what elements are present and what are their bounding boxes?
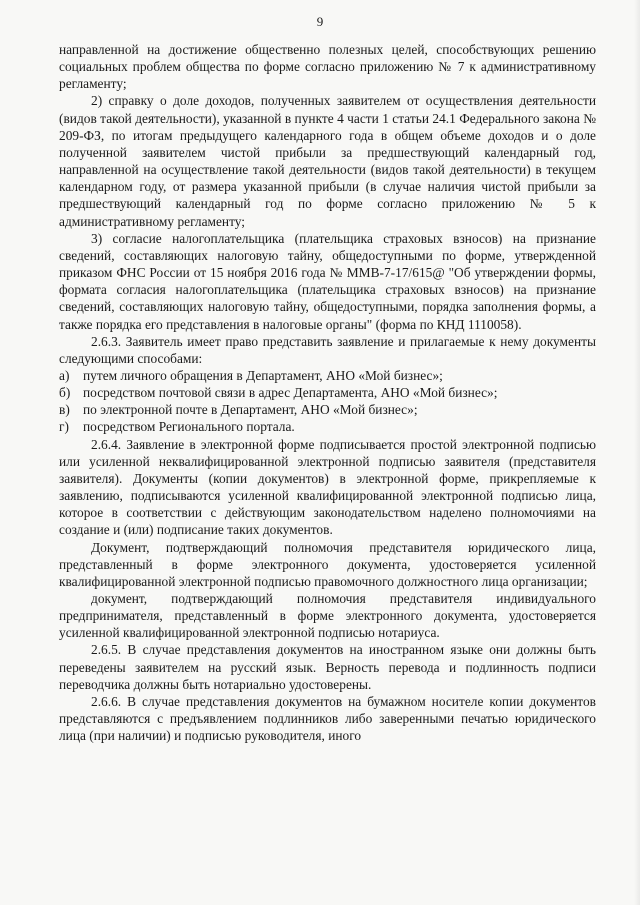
- paragraph-item-2: 2) справку о доле доходов, полученных заявителем от осуществления деятельности (видов такой деятельности), указанной в пункте 4 части 1 статьи 24.1 Федерального закона № 209-ФЗ, по итогам предыдущего календарного года в общем объеме доходов и о доле полученной заявителем чистой прибыли за предшествующий календарный год, направленной на осуществление такой деятельности (видов такой деятельности) в текущем календарном году, от размера указанной прибыли (в случае наличия чистой прибыли за предшествующий календарный год по форме согласно приложению № 5 к административному регламенту;: [59, 93, 596, 229]
- paragraph-2-6-3: 2.6.3. Заявитель имеет право представить заявление и прилагаемые к нему документы следующими способами:: [59, 333, 596, 366]
- list-item: [59, 418, 596, 435]
- list-item-text: путем личного обращения в Департамент, АНО «Мой бизнес»;: [83, 367, 443, 383]
- list-marker: в): [59, 402, 70, 418]
- paragraph-item-3: 3) согласие налогоплательщика (плательщика страховых взносов) на признание сведений, составляющих налоговую тайну, общедоступными по форме, утвержденной приказом ФНС России от 15 ноября 2016 года № ММВ-7-17/615@ "Об утверждении формы, формата согласия налогоплательщика (плательщика страховых взносов) на признание сведений, составляющих налоговую тайну, общедоступными, порядка заполнения формы, а также порядка его представления в налоговые органы" (форма по КНД 1110058).: [59, 230, 596, 332]
- paragraph-2-6-5: 2.6.5. В случае представления документов на иностранном языке они должны быть переведены заявителем на русский язык. Верность перевода и подлинность подписи переводчика должны быть нотариально удостоверены.: [59, 642, 596, 692]
- list-item-text: по электронной почте в Департамент, АНО «Мой бизнес»;: [83, 402, 418, 418]
- page-number: 9: [316, 14, 324, 29]
- paragraph-legal-entity-representative: Документ, подтверждающий полномочия представителя юридического лица, представленный в форме электронного документа, удостоверяется усиленной квалифицированной электронной подписью правомочного должностного лица организации;: [59, 539, 596, 589]
- list-item: [59, 384, 596, 401]
- paragraph-continuation: направленной на достижение общественно полезных целей, способствующих решению социальных проблем общества по форме согласно приложению № 7 к административному регламенту;: [59, 42, 596, 92]
- list-marker: б): [59, 385, 71, 401]
- list-item-text: посредством Регионального портала.: [83, 419, 295, 435]
- document-body: [59, 41, 596, 744]
- paragraph-2-6-4: 2.6.4. Заявление в электронной форме подписывается простой электронной подписью или усиленной неквалифицированной электронной подписью заявителя (представителя заявителя). Документы (копии документов) в электронной форме, прикрепляемые к заявлению, подписываются усиленной квалифицированной электронной подписью лица, которое в соответствии с действующим законодательством наделено полномочиями на создание и (или) подписание таких документов.: [59, 436, 596, 538]
- list-marker: г): [59, 419, 69, 435]
- list-item: [59, 401, 596, 418]
- list-marker: а): [59, 367, 70, 383]
- paragraph-entrepreneur-representative: документ, подтверждающий полномочия представителя индивидуального предпринимателя, представленный в форме электронного документа, удостоверяется усиленной квалифицированной электронной подписью нотариуса.: [59, 591, 596, 641]
- paragraph-2-6-6: 2.6.6. В случае представления документов на бумажном носителе копии документов представляются с предъявлением подлинников либо заверенными печатью юридического лица (при наличии) и подписью руководителя, иного: [59, 693, 596, 744]
- list-item-text: посредством почтовой связи в адрес Департамента, АНО «Мой бизнес»;: [83, 385, 498, 401]
- scan-shadow: [634, 0, 640, 905]
- list-item: [59, 367, 596, 384]
